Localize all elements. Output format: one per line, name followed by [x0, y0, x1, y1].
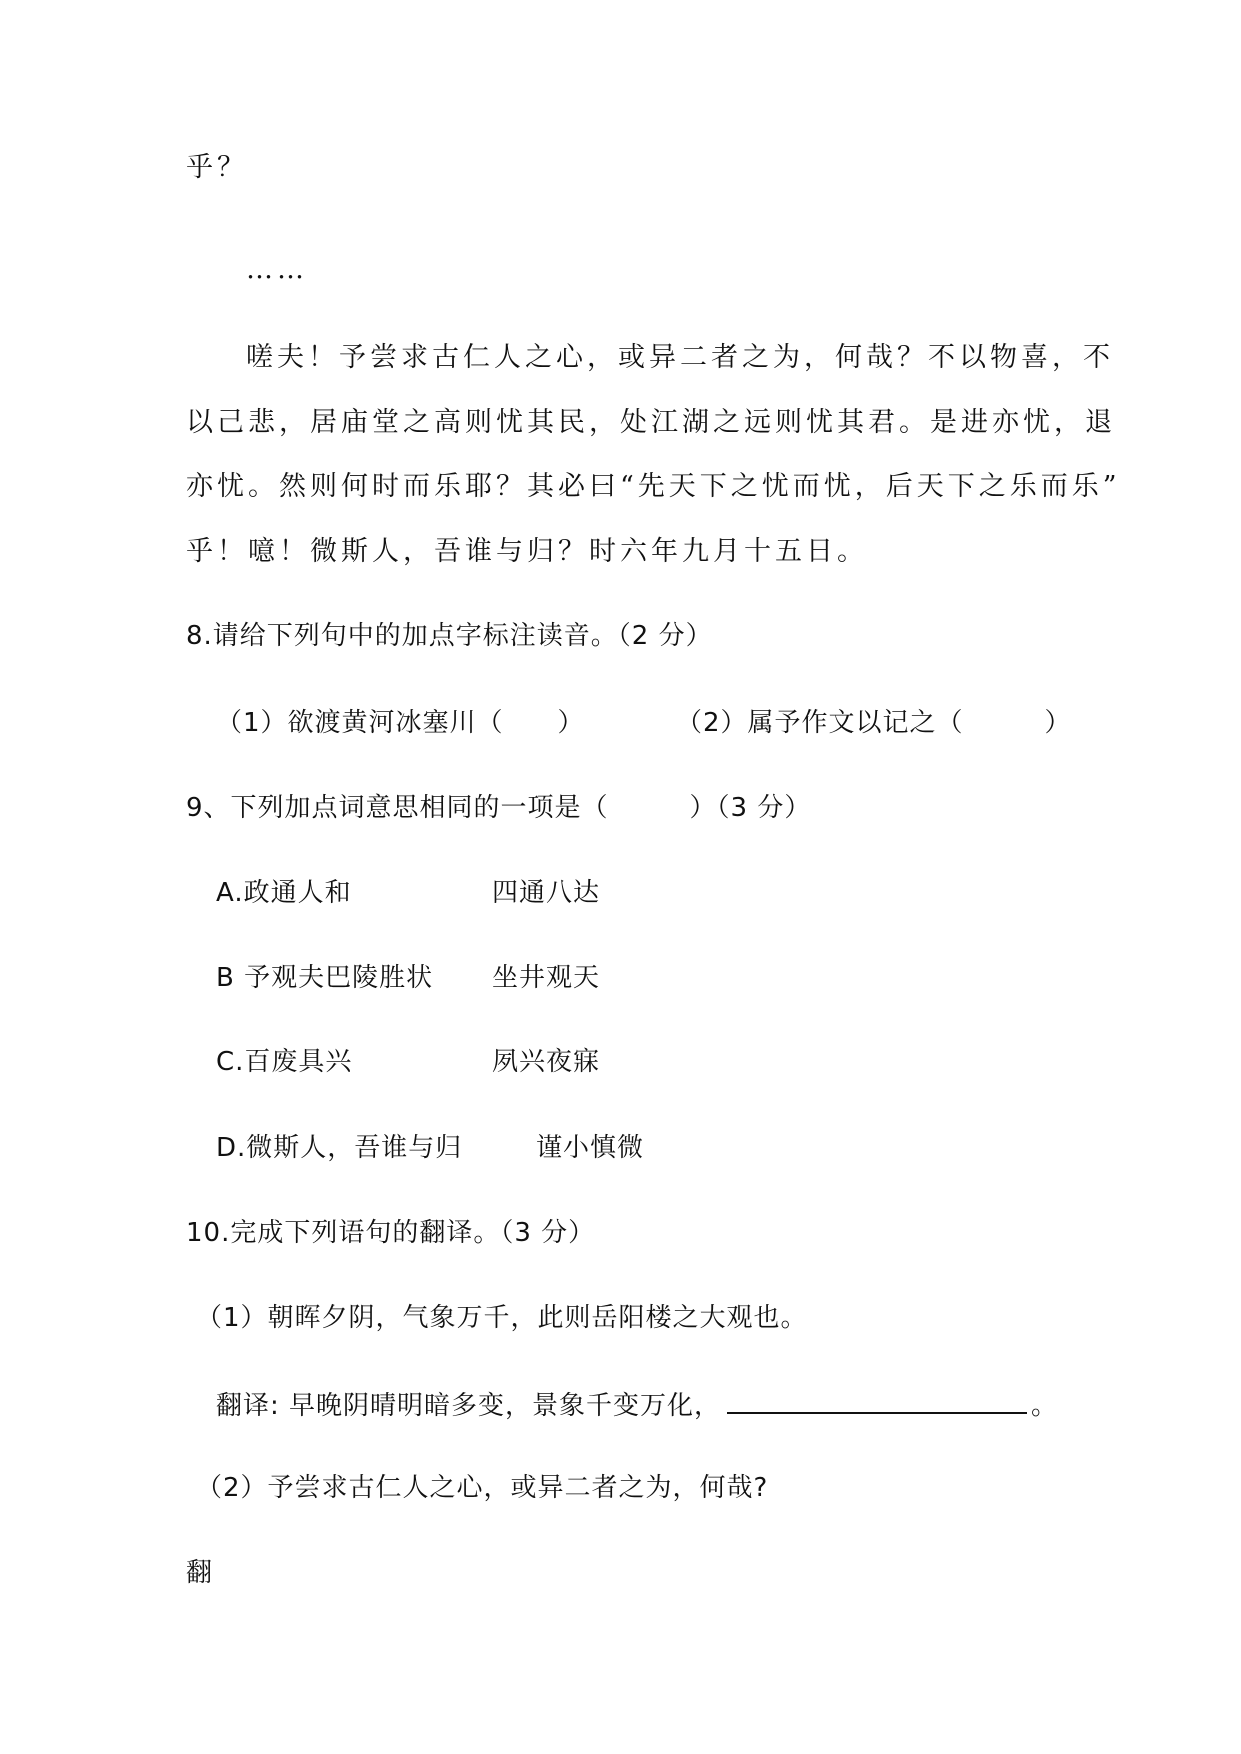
passage-line-0: 乎？ — [186, 152, 248, 183]
question-9-title: 9、下列加点词意思相同的一项是（ ）（3 分） — [186, 793, 812, 823]
translation-1-answer-blank[interactable] — [727, 1386, 1027, 1414]
passage-line-4: 乎！噫！微斯人，吾谁与归？时六年九月十五日。 — [186, 536, 868, 567]
translation-1-suffix: 。 — [1031, 1391, 1059, 1421]
question-9-option-a-left: A.政通人和 — [216, 878, 352, 908]
question-9-option-c-left: C.百废具兴 — [216, 1047, 353, 1077]
passage-line-2: 以己悲，居庙堂之高则忧其民，处江湖之远则忧其君。是进亦忧，退 — [186, 407, 1116, 438]
passage-line-1: 嗟夫！予尝求古仁人之心，或异二者之为，何哉？不以物喜，不 — [246, 342, 1114, 373]
question-10-item-2: （2）予尝求古仁人之心，或异二者之为，何哉? — [196, 1473, 769, 1503]
question-8-title: 8.请给下列句中的加点字标注读音。（2 分） — [186, 621, 713, 651]
question-9-option-c-right: 夙兴夜寐 — [492, 1047, 601, 1077]
passage-ellipsis: …… — [246, 254, 308, 285]
translation-1-prefix: 翻译: 早晚阴晴明暗多变，景象千变万化， — [216, 1391, 722, 1421]
question-10-translation-1 — [216, 1386, 1058, 1424]
question-9-option-b-left: B 予观夫巴陵胜状 — [216, 963, 434, 993]
question-9-option-b-right: 坐井观天 — [492, 963, 601, 993]
question-9-option-d-left: D.微斯人，吾谁与归 — [216, 1133, 463, 1163]
question-9-option-d-right: 谨小慎微 — [536, 1133, 645, 1163]
question-8-item-2: （2）属予作文以记之（ ） — [676, 708, 1072, 738]
question-10-title: 10.完成下列语句的翻译。（3 分） — [186, 1218, 596, 1248]
question-10-translation-2: 翻 — [186, 1558, 214, 1588]
question-9-option-a-right: 四通八达 — [492, 878, 601, 908]
question-8-item-1: （1）欲渡黄河冰塞川（ ） — [216, 708, 585, 738]
question-10-item-1: （1）朝晖夕阴，气象万千，此则岳阳楼之大观也。 — [196, 1303, 808, 1333]
passage-line-3: 亦忧。然则何时而乐耶？其必曰“先天下之忧而忧，后天下之乐而乐” — [186, 471, 1121, 502]
